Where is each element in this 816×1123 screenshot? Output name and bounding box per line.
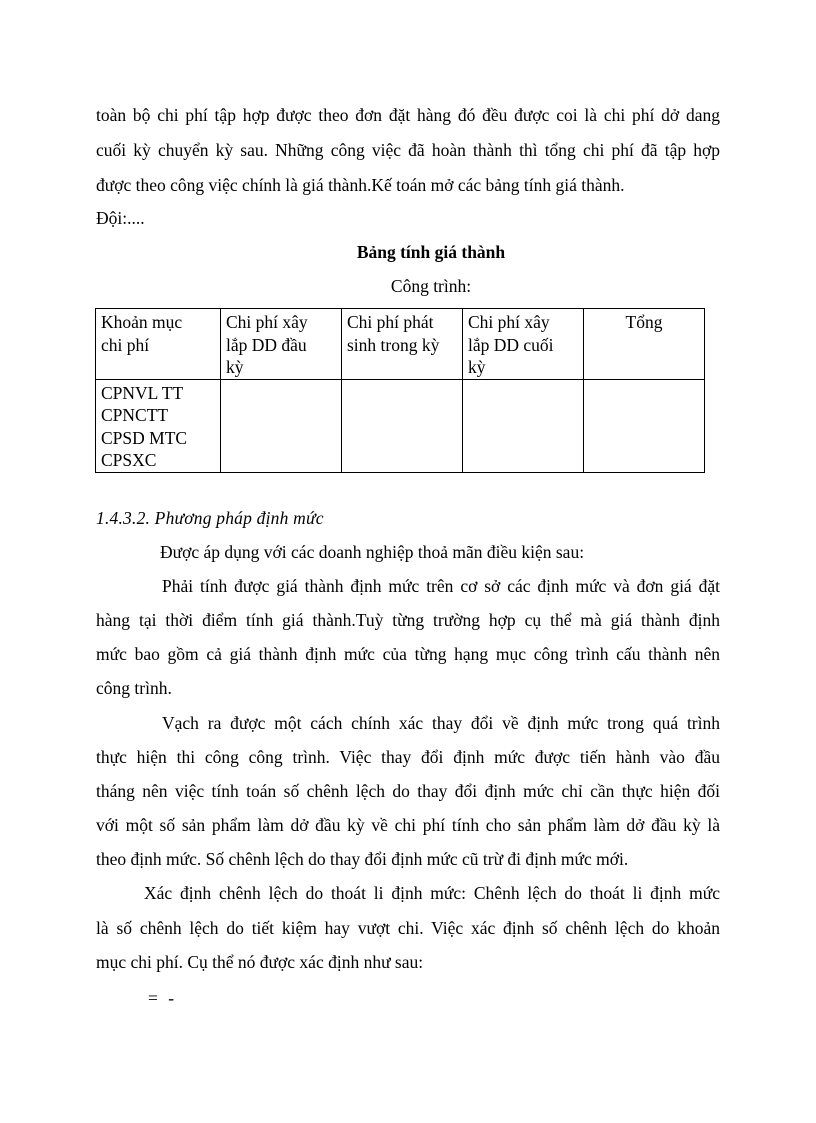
header-cell-cost-item [96, 309, 221, 380]
table-header-row [96, 309, 705, 380]
header-text: Chi phí xây [226, 312, 308, 332]
empty-cell [221, 379, 342, 472]
paragraph-line: với một số sản phẩm làm dở đầu kỳ về chi phí tính cho sản phẩm làm dở đầu kỳ là [96, 815, 720, 835]
paragraph-line: Được áp dụng với các doanh nghiệp thoả mãn điều kiện sau: [160, 542, 585, 562]
header-cell-opening-wip [221, 309, 342, 380]
cost-items-cell [96, 379, 221, 472]
header-text: chi phí [101, 334, 150, 355]
team-label: Đội:.... [96, 208, 145, 228]
cost-item: CPSD MTC [101, 427, 188, 448]
header-cell-closing-wip [463, 309, 584, 380]
cost-item: CPNVL TT [101, 382, 184, 403]
paragraph-line: theo định mức. Số chênh lệch do thay đổi định mức cũ trừ đi định mức mới. [96, 849, 629, 869]
formula: = - [148, 988, 178, 1008]
paragraph-line: là số chênh lệch do tiết kiệm hay vượt chi. Việc xác định số chênh lệch do khoản [96, 918, 720, 938]
table-subtitle: Công trình: [390, 276, 472, 296]
header-cell-incurred [342, 309, 463, 380]
cost-item: CPSXC [101, 450, 157, 470]
header-text: Chi phí phát [347, 312, 434, 332]
paragraph-line: hàng tại thời điểm tính giá thành.Tuỳ từng trường hợp cụ thể mà giá thành định [96, 610, 720, 630]
cost-item: CPNCTT [101, 405, 169, 425]
paragraph-line: tháng nên việc tính toán số chênh lệch do thay đổi định mức chỉ cần thực hiện đối [96, 781, 720, 801]
paragraph-line: thực hiện thi công công trình. Việc thay đổi định mức được tiến hành vào đầu [96, 747, 720, 767]
header-text: Tổng [625, 312, 663, 332]
header-text: kỳ [226, 357, 244, 377]
empty-cell [342, 379, 463, 472]
table-row [96, 379, 705, 472]
paragraph-line: Phải tính được giá thành định mức trên cơ sở các định mức và đơn giá đặt [162, 576, 720, 596]
cost-table [95, 308, 705, 473]
paragraph-line: Xác định chênh lệch do thoát li định mức: Chênh lệch do thoát li định mức [144, 883, 720, 903]
empty-cell [463, 379, 584, 472]
header-text: Chi phí xây [468, 312, 550, 332]
empty-cell [584, 379, 705, 472]
paragraph-line: mục chi phí. Cụ thể nó được xác định như sau: [96, 952, 424, 972]
intro-line-3: được theo công việc chính là giá thành.Kế toán mở các bảng tính giá thành. [96, 175, 625, 195]
intro-line-2: cuối kỳ chuyển kỳ sau. Những công việc đã hoàn thành thì tổng chi phí đã tập hợp [96, 140, 720, 160]
paragraph-line: công trình. [96, 678, 172, 698]
section-heading: 1.4.3.2. Phương pháp định mức [96, 508, 324, 528]
header-text: Khoản mục [101, 312, 183, 332]
intro-line-1: toàn bộ chi phí tập hợp được theo đơn đặt hàng đó đều được coi là chi phí dở dang [96, 105, 720, 125]
header-cell-total [584, 309, 705, 380]
table-title: Bảng tính giá thành [356, 242, 506, 262]
header-text: kỳ [468, 357, 486, 377]
paragraph-line: mức bao gồm cả giá thành định mức của từng hạng mục công trình cấu thành nên [96, 644, 720, 664]
paragraph-line: Vạch ra được một cách chính xác thay đổi về định mức trong quá trình [162, 713, 720, 733]
header-text: lắp DD cuối [468, 334, 554, 355]
header-text: sinh trong kỳ [347, 334, 440, 355]
header-text: lắp DD đầu [226, 334, 307, 355]
